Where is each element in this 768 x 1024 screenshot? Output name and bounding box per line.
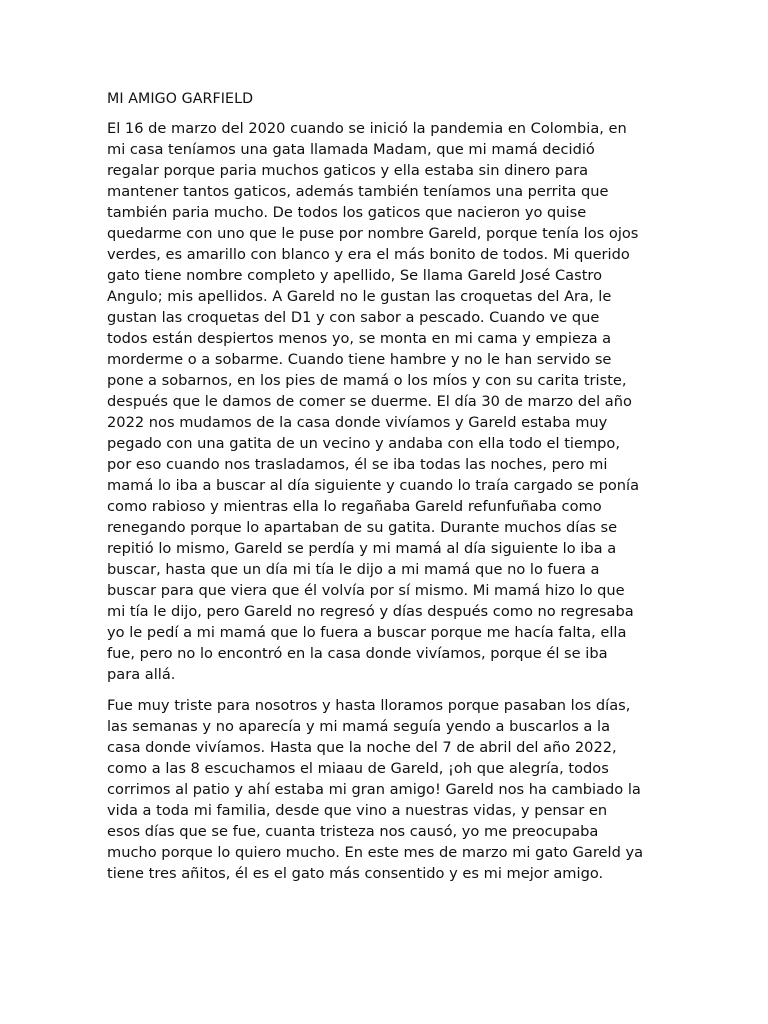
text-line: El 16 de marzo del 2020 cuando se inició la pandemia en Colombia, en bbox=[107, 120, 627, 137]
text-line: morderme o a sobarme. Cuando tiene hambre y no le han servido se bbox=[107, 351, 612, 368]
text-line: regalar porque paria muchos gaticos y ella estaba sin dinero para bbox=[107, 162, 589, 179]
text-line: pegado con una gatita de un vecino y andaba con ella todo el tiempo, bbox=[107, 435, 621, 452]
text-line: después que le damos de comer se duerme. El día 30 de marzo del año bbox=[107, 393, 632, 410]
text-line: como a las 8 escuchamos el miaau de Gareld, ¡oh que alegría, todos bbox=[107, 760, 609, 777]
text-line: por eso cuando nos trasladamos, él se iba todas las noches, pero mi bbox=[107, 456, 608, 473]
text-line: casa donde vivíamos. Hasta que la noche del 7 de abril del año 2022, bbox=[107, 739, 617, 756]
paragraph bbox=[107, 118, 667, 685]
text-line: mucho porque lo quiero mucho. En este mes de marzo mi gato Gareld ya bbox=[107, 844, 644, 861]
text-line: las semanas y no aparecía y mi mamá seguía yendo a buscarlos a la bbox=[107, 718, 611, 735]
document-title: MI AMIGO GARFIELD bbox=[107, 91, 254, 107]
text-line: fue, pero no lo encontró en la casa donde vivíamos, porque él se iba bbox=[107, 645, 608, 662]
text-line: mantener tantos gaticos, además también teníamos una perrita que bbox=[107, 183, 609, 200]
text-line: yo le pedí a mi mamá que lo fuera a buscar porque me hacía falta, ella bbox=[107, 624, 627, 641]
text-line: gustan las croquetas del D1 y con sabor a pescado. Cuando ve que bbox=[107, 309, 600, 326]
text-line: pone a sobarnos, en los pies de mamá o los míos y con su carita triste, bbox=[107, 372, 627, 389]
paragraph bbox=[107, 695, 667, 884]
text-line: como rabioso y mientras ella lo regañaba Gareld refunfuñaba como bbox=[107, 498, 602, 515]
text-line: esos días que se fue, cuanta tristeza nos causó, yo me preocupaba bbox=[107, 823, 599, 840]
text-line: vida a toda mi familia, desde que vino a nuestras vidas, y pensar en bbox=[107, 802, 608, 819]
text-line: Angulo; mis apellidos. A Gareld no le gustan las croquetas del Ara, le bbox=[107, 288, 612, 305]
text-line: buscar para que viera que él volvía por sí mismo. Mi mamá hizo lo que bbox=[107, 582, 625, 599]
text-line: renegando porque lo apartaban de su gatita. Durante muchos días se bbox=[107, 519, 618, 536]
document-body bbox=[107, 118, 667, 884]
text-line: gato tiene nombre completo y apellido, Se llama Gareld José Castro bbox=[107, 267, 603, 284]
text-line: corrimos al patio y ahí estaba mi gran amigo! Gareld nos ha cambiado la bbox=[107, 781, 641, 798]
text-line: mi tía le dijo, pero Gareld no regresó y días después como no regresaba bbox=[107, 603, 634, 620]
text-line: para allá. bbox=[107, 666, 176, 683]
text-line: quedarme con uno que le puse por nombre Gareld, porque tenía los ojos bbox=[107, 225, 639, 242]
text-line: todos están despiertos menos yo, se monta en mi cama y empieza a bbox=[107, 330, 612, 347]
text-line: tiene tres añitos, él es el gato más consentido y es mi mejor amigo. bbox=[107, 865, 604, 882]
text-line: mamá lo iba a buscar al día siguiente y cuando lo traía cargado se ponía bbox=[107, 477, 640, 494]
text-line: mi casa teníamos una gata llamada Madam, que mi mamá decidió bbox=[107, 141, 595, 158]
text-line: también paria mucho. De todos los gaticos que nacieron yo quise bbox=[107, 204, 587, 221]
text-line: repitió lo mismo, Gareld se perdía y mi mamá al día siguiente lo iba a bbox=[107, 540, 617, 557]
text-line: buscar, hasta que un día mi tía le dijo a mi mamá que no lo fuera a bbox=[107, 561, 600, 578]
text-line: 2022 nos mudamos de la casa donde vivíamos y Gareld estaba muy bbox=[107, 414, 608, 431]
text-line: Fue muy triste para nosotros y hasta lloramos porque pasaban los días, bbox=[107, 697, 631, 714]
document-page bbox=[107, 89, 667, 894]
text-line: verdes, es amarillo con blanco y era el más bonito de todos. Mi querido bbox=[107, 246, 630, 263]
